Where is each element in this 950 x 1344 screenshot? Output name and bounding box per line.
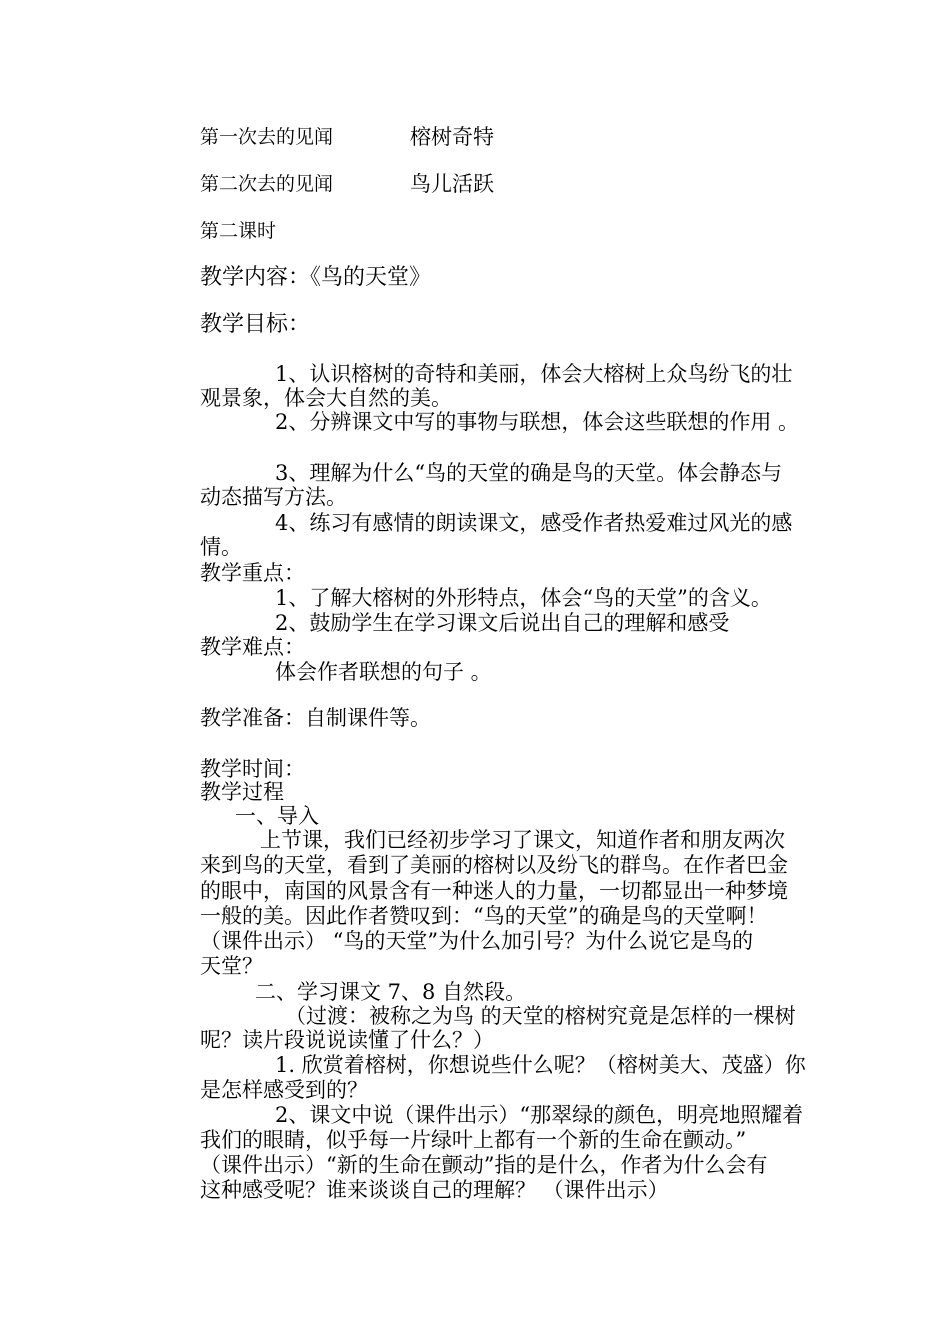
intro-line: 的眼中，南国的风景含有一种迷人的力量，一切都显出一种梦境	[200, 879, 788, 903]
objective-line: 观景象，体会大自然的美。	[200, 386, 452, 410]
objectives-title: 教学目标：	[200, 312, 311, 337]
study-line: 2、课文中说（课件出示）“那翠绿的颜色，明亮地照耀着	[275, 1103, 804, 1127]
preparation: 教学准备：自制课件等。	[200, 706, 431, 730]
objective-line: 动态描写方法。	[200, 485, 347, 509]
study-line: 呢？读片段说说读懂了什么？）	[200, 1028, 494, 1052]
visit1-value: 榕树奇特	[410, 125, 494, 149]
intro-line: 一般的美。因此作者赞叹到：“鸟的天堂”的确是鸟的天堂啊！	[200, 904, 768, 928]
objective-line: 1、认识榕树的奇特和美丽，体会大榕树上众鸟纷飞的壮	[275, 362, 793, 386]
teaching-content: 教学内容：《鸟的天堂》	[200, 265, 432, 290]
intro-line: （课件出示） “鸟的天堂”为什么加引号？为什么说它是鸟的	[200, 929, 754, 953]
teaching-time: 教学时间：	[200, 757, 305, 781]
visit2-label: 第二次去的见闻	[200, 173, 334, 195]
difficulty-text: 体会作者联想的句子 。	[275, 660, 492, 684]
study-line: （过渡：被称之为鸟 的天堂的榕树究竟是怎样的一棵树	[285, 1004, 796, 1028]
lesson-title: 第二课时	[200, 220, 277, 242]
objective-line: 情。	[200, 535, 242, 559]
study-title: 二、学习课文 7、8 自然段。	[255, 980, 527, 1004]
objective-line: 4、练习有感情的朗读课文，感受作者热爱难过风光的感	[275, 511, 793, 535]
study-line: 我们的眼睛，似乎每一片绿叶上都有一个新的生命在颤动。”	[200, 1128, 747, 1152]
difficulty-title: 教学难点：	[200, 635, 305, 659]
objective-line: 3、理解为什么“鸟的天堂的确是鸟的天堂。体会静态与	[275, 461, 783, 485]
objective-line: 2、分辨课文中写的事物与联想，体会这些联想的作用 。	[275, 410, 800, 434]
key-point-line: 1、了解大榕树的外形特点，体会“鸟的天堂”的含义。	[275, 586, 772, 610]
visit2-value: 鸟儿活跃	[410, 172, 494, 196]
study-line: 是怎样感受到的？	[200, 1078, 368, 1102]
intro-line: 上节课，我们已经初步学习了课文，知道作者和朋友两次	[260, 828, 785, 852]
study-line: （课件出示）“新的生命在颤动”指的是什么，作者为什么会有	[200, 1153, 768, 1177]
intro-line: 来到鸟的天堂，看到了美丽的榕树以及纷飞的群鸟。在作者巴金	[200, 853, 788, 877]
key-point-line: 2、鼓励学生在学习课文后说出自己的理解和感受	[275, 611, 730, 635]
process-title: 教学过程	[200, 780, 284, 804]
intro-line: 天堂？	[200, 954, 263, 978]
visit1-label: 第一次去的见闻	[200, 126, 334, 148]
intro-title: 一、导入	[235, 804, 319, 828]
key-points-title: 教学重点：	[200, 561, 305, 585]
study-line: 1. 欣赏着榕树，你想说些什么呢？（榕树美大、茂盛）你	[275, 1053, 806, 1077]
study-line: 这种感受呢？谁来谈谈自己的理解？ （课件出示）	[200, 1178, 669, 1202]
